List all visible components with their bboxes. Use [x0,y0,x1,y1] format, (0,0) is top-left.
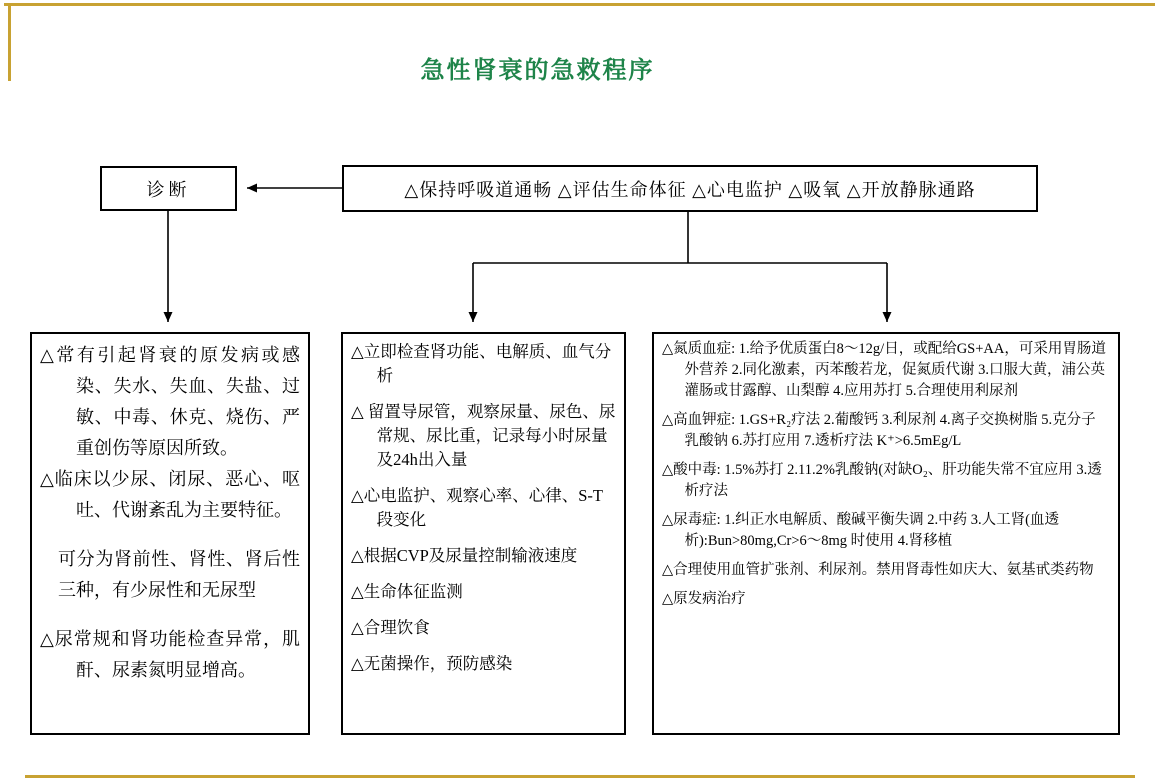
treatment-item: △高血钾症: 1.GS+R₂疗法 2.葡酸钙 3.利尿剂 4.离子交换树脂 5.克分子乳酸钠 6.苏打应用 7.透析疗法 K⁺>6.5mEg/L [662,412,1096,449]
initial-measures-box [342,165,1038,212]
initial-measures-text: △保持呼吸道通畅 △评估生命体征 △心电监护 △吸氧 △开放静脉通路 [404,179,976,200]
monitoring-box [341,332,626,735]
monitoring-item: △立即检查肾功能、电解质、血气分析 [351,342,612,385]
top-accent-line [4,3,1155,6]
monitoring-item: △合理饮食 [351,618,430,637]
treatment-box [652,332,1120,735]
treatment-item: △合理使用血管扩张剂、利尿剂。禁用肾毒性如庆大、氨基甙类药物 [662,562,1094,578]
monitoring-item: △根据CVP及尿量控制输液速度 [351,546,578,565]
clinical-feature-item: △临床以少尿、闭尿、恶心、呕吐、代谢紊乱为主要特征。 [40,469,300,520]
treatment-item: △氮质血症: 1.给予优质蛋白8～12g/日，或配给GS+AA，可采用胃肠道外营养 2.同化激素，丙苯酸若龙，促氮质代谢 3.口服大黄，浦公英灌肠或甘露醇、山梨醇 4.应用苏打 5.合理使用利尿剂 [662,341,1106,399]
clinical-feature-item: 可分为肾前性、肾性、肾后性三种，有少尿性和无尿型 [58,549,300,600]
page-title: 急性肾衰的急救程序 [420,58,655,84]
clinical-feature-item: △尿常规和肾功能检查异常，肌酐、尿素氮明显增高。 [40,629,300,680]
monitoring-item: △心电监护、观察心率、心律、S-T段变化 [351,486,603,529]
monitoring-item: △生命体征监测 [351,582,463,601]
clinical-features-box [30,332,310,735]
diagnosis-label: 诊断 [146,179,191,200]
treatment-item: △酸中毒: 1.5%苏打 2.11.2%乳酸钠(对缺O₂、肝功能失常不宜应用 3.透析疗法 [662,462,1102,499]
monitoring-item: △无菌操作，预防感染 [351,654,513,673]
bottom-accent-line [25,775,1135,778]
treatment-item: △原发病治疗 [662,591,746,607]
clinical-feature-item: △常有引起肾衰的原发病或感染、失水、失血、失盐、过敏、中毒、休克、烧伤、严重创伤等原因所致。 [40,345,300,458]
monitoring-item: △ 留置导尿管，观察尿量、尿色、尿常规、尿比重，记录每小时尿量及24h出入量 [351,402,616,469]
diagnosis-box [100,166,237,211]
treatment-item: △尿毒症: 1.纠正水电解质、酸碱平衡失调 2.中药 3.人工肾(血透析):Bun>80mg,Cr>6～8mg 时使用 4.肾移植 [662,512,1060,549]
